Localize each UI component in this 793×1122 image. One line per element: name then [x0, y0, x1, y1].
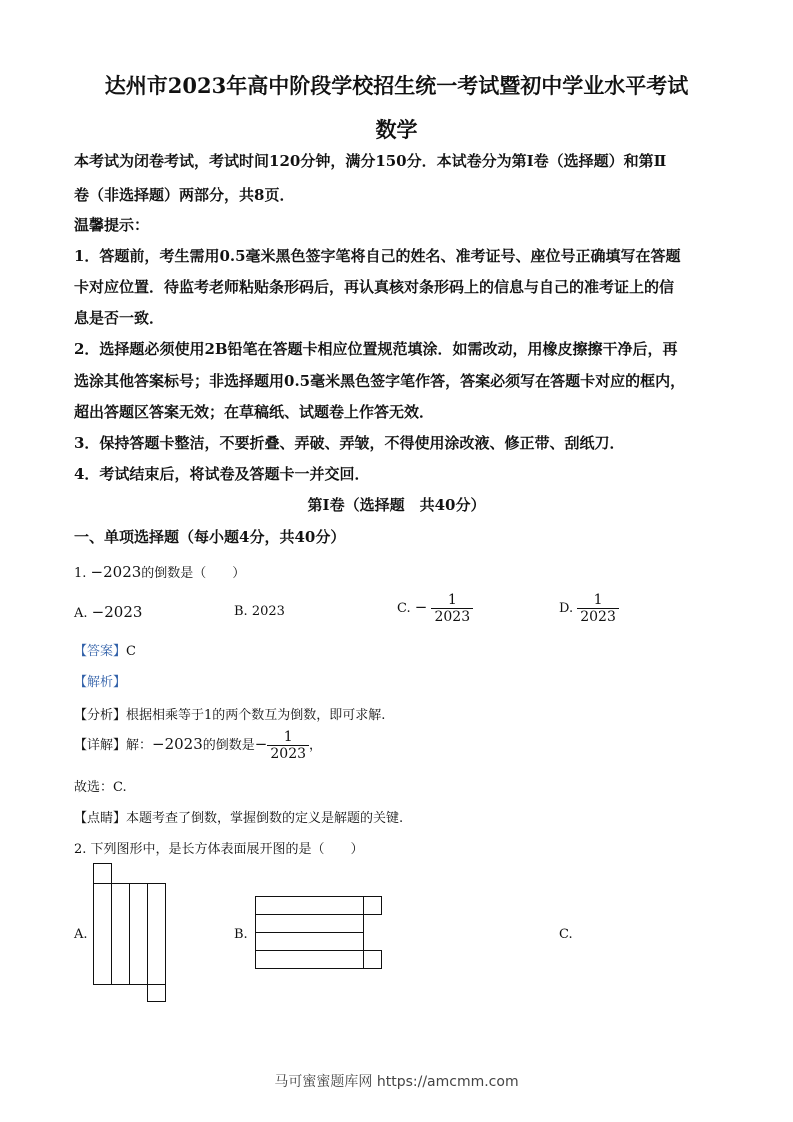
- net-face: [112, 884, 130, 985]
- tip-line: 3．保持答题卡整洁，不要折叠、弄破、弄皱，不得使用涂改液、修正带、刮纸刀．: [74, 434, 625, 452]
- xiangjie-prefix: 解：: [126, 738, 153, 753]
- q1-dianjing: [74, 807, 403, 826]
- q1-option-d: [559, 592, 619, 625]
- q1-number: 1.: [74, 566, 87, 581]
- q1-stem: [74, 562, 245, 581]
- tip-line: 选涂其他答案标号；非选择题用0.5毫米黑色签字笔作答，答案必须写在答题卡对应的框内，: [74, 372, 686, 390]
- q1-fenxi: [74, 704, 385, 723]
- net-face: [148, 985, 166, 1002]
- option-label: C.: [397, 601, 411, 616]
- tip-line: 1．答题前，考生需用0.5毫米黑色签字笔将自己的姓名、准考证号、座位号正确填写在答题: [74, 247, 681, 265]
- minus-sign: −: [414, 598, 428, 616]
- analysis-tag: 【解析】: [74, 675, 127, 690]
- q1-option-c: [397, 592, 473, 625]
- net-face: [148, 884, 166, 985]
- net-face: [364, 897, 382, 915]
- xiangjie-mid: 的倒数是: [202, 738, 255, 753]
- fraction-numerator: 1: [593, 592, 603, 608]
- net-face: [256, 951, 364, 969]
- q2-option-c-label: C.: [559, 927, 573, 942]
- q1-choose: 故选：C.: [74, 780, 127, 795]
- intro-line-2: 卷（非选择题）两部分，共8页．: [74, 186, 295, 204]
- tip-line: 卡对应位置．待监考老师粘贴条形码后，再认真核对条形码上的信息与自己的准考证上的信: [74, 278, 675, 296]
- tip-line: 4．考试结束后，将试卷及答题卡一并交回．: [74, 465, 370, 483]
- tips-heading: 温馨提示：: [74, 216, 150, 234]
- net-figure-b: [252, 893, 387, 973]
- fraction-denominator: 2023: [267, 745, 309, 762]
- q1-answer: [74, 640, 136, 659]
- intro-line-1: 本考试为闭卷考试，考试时间120分钟，满分150分．本试卷分为第Ⅰ卷（选择题）和第Ⅱ: [74, 152, 667, 170]
- minus-sign: −: [254, 735, 268, 753]
- net-face: [364, 951, 382, 969]
- net-face: [130, 884, 148, 985]
- volume-title: 第Ⅰ卷（选择题 共40分）: [307, 496, 486, 514]
- q1-math: −2023: [90, 563, 142, 581]
- q2-option-a-label: A.: [74, 927, 88, 942]
- dianjing-tag: 【点睛】: [74, 811, 127, 826]
- xiangjie-tag: 【详解】: [74, 738, 127, 753]
- q2-option-b-label: B.: [234, 927, 248, 942]
- option-value: −2023: [91, 603, 143, 621]
- net-face: [94, 884, 112, 985]
- net-face: [256, 897, 364, 915]
- option-label: D.: [559, 601, 574, 616]
- fraction-numerator: 1: [283, 729, 293, 745]
- page-title: 达州市2023年高中阶段学校招生统一考试暨初中学业水平考试: [104, 73, 689, 98]
- subject-title: 数学: [375, 117, 418, 142]
- tip-line: 2．选择题必须使用2B铅笔在答题卡相应位置规范填涂．如需改动，用橡皮擦擦干净后，再: [74, 340, 678, 358]
- xiangjie-end: ，: [309, 738, 323, 753]
- q1-xiangjie: [74, 729, 322, 762]
- fraction: [267, 729, 309, 762]
- q1-stem-text: 的倒数是（ ）: [141, 566, 246, 581]
- fraction-denominator: 2023: [577, 608, 619, 625]
- fenxi-tag: 【分析】: [74, 708, 127, 723]
- option-label: A.: [74, 606, 88, 621]
- fraction: [431, 592, 473, 625]
- fenxi-text: 根据相乘等于1的两个数互为倒数，即可求解.: [126, 708, 386, 723]
- net-figure-a: [90, 860, 170, 1005]
- q2-stem: 2. 下列图形中，是长方体表面展开图的是（ ）: [74, 842, 364, 857]
- fraction: [577, 592, 619, 625]
- fraction-denominator: 2023: [431, 608, 473, 625]
- option-value: 2023: [251, 604, 285, 619]
- xiangjie-math: −2023: [152, 735, 203, 753]
- q1-option-b: [234, 604, 285, 619]
- tip-line: 超出答题区答案无效；在草稿纸、试题卷上作答无效．: [74, 403, 435, 421]
- part-title: 一、单项选择题（每小题4分，共40分）: [74, 528, 346, 546]
- q1-option-a: [74, 603, 142, 621]
- net-face: [94, 864, 112, 884]
- answer-tag: 【答案】: [74, 644, 127, 659]
- footer-watermark: 马可蜜蜜题库网 https://amcmm.com: [274, 1074, 519, 1090]
- dianjing-text: 本题考查了倒数，掌握倒数的定义是解题的关键.: [126, 811, 404, 826]
- tip-line: 息是否一致．: [74, 309, 165, 327]
- answer-value: C: [126, 644, 136, 659]
- net-face: [256, 933, 364, 951]
- fraction-numerator: 1: [447, 592, 457, 608]
- net-face: [256, 915, 364, 933]
- option-label: B.: [234, 604, 248, 619]
